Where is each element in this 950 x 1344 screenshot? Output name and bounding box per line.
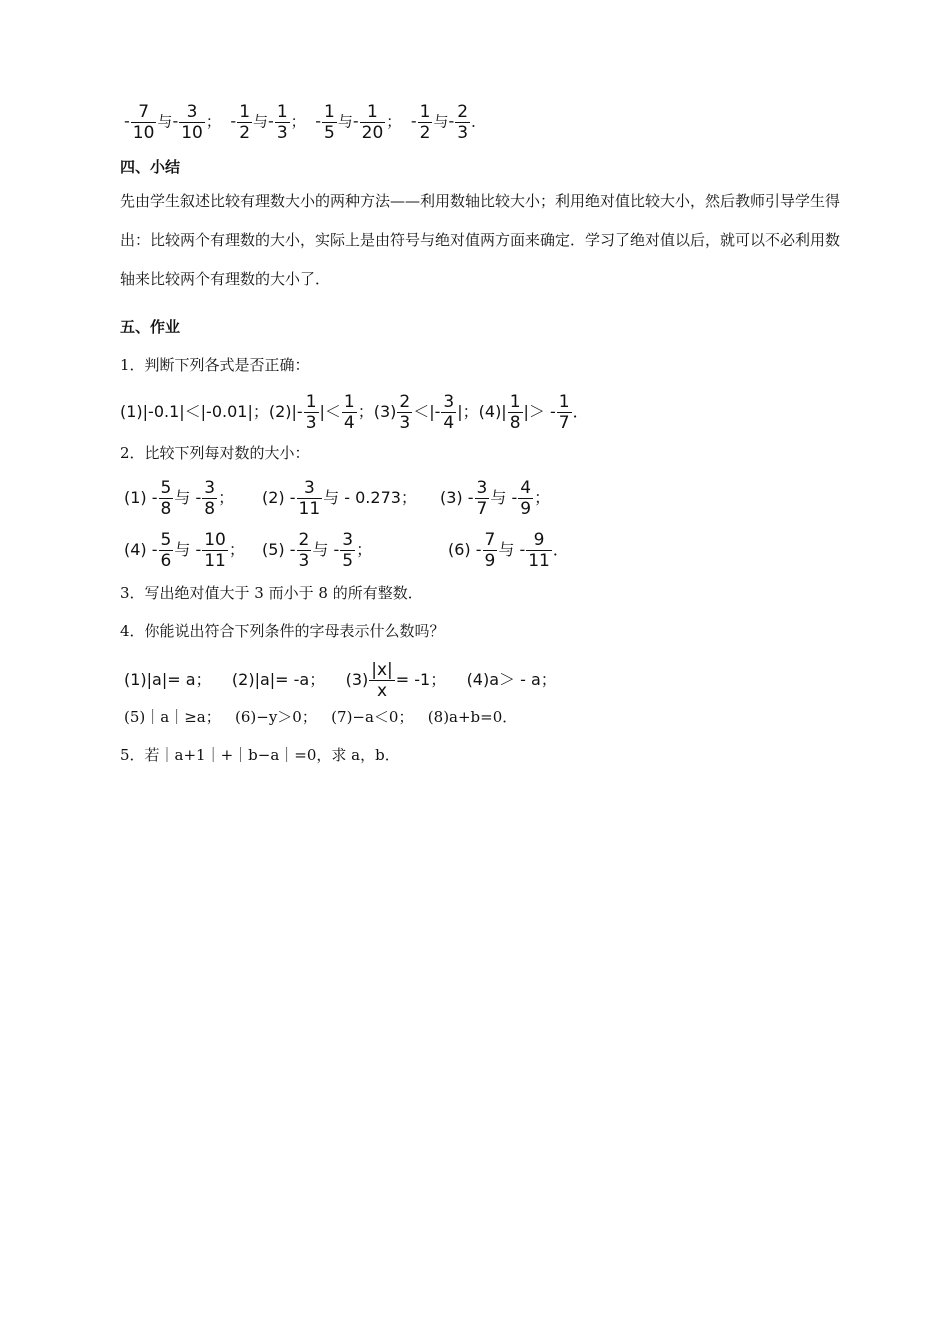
fraction: $\frac{1}{3}$ bbox=[276, 102, 288, 143]
summary-heading: 四、小结 bbox=[120, 158, 181, 176]
question-2-row-2: (4) - $\frac{5}{6}$ 与 - $\frac{10}{11}$ ； bbox=[124, 530, 245, 571]
question-2-row-2c: (6) - $\frac{7}{9}$ 与 - $\frac{9}{11}$ ． bbox=[448, 530, 569, 571]
question-5-title: 5．若｜a+1｜+｜b−a｜=0，求 a，b． bbox=[120, 746, 400, 764]
question-2-row-1: (1) - $\frac{5}{8}$ 与 - $\frac{3}{8}$ ； bbox=[124, 478, 235, 519]
fraction: $\frac{2}{3}$ bbox=[399, 392, 411, 433]
question-2-row-1b: (2) - $\frac{3}{11}$ 与 - 0.273； bbox=[262, 478, 417, 519]
fraction: $\frac{3}{7}$ bbox=[476, 478, 488, 519]
fraction: $\frac{7}{9}$ bbox=[484, 530, 496, 571]
fraction: $\frac{10}{11}$ bbox=[204, 530, 226, 571]
fraction: $\frac{|x|}{x}$ bbox=[371, 660, 393, 701]
fraction: $\frac{5}{8}$ bbox=[160, 478, 172, 519]
fraction: $\frac{1}{2}$ bbox=[239, 102, 251, 143]
fraction: $\frac{3}{10}$ bbox=[181, 102, 203, 143]
fraction: $\frac{3}{11}$ bbox=[298, 478, 321, 519]
fraction: $\frac{1}{7}$ bbox=[558, 392, 570, 433]
fraction: $\frac{3}{8}$ bbox=[204, 478, 216, 519]
fraction: $\frac{1}{8}$ bbox=[509, 392, 521, 433]
fraction: $\frac{4}{9}$ bbox=[520, 478, 532, 519]
fraction: $\frac{1}{3}$ bbox=[305, 392, 317, 433]
question-2-title: 2．比较下列每对数的大小： bbox=[120, 444, 310, 462]
summary-paragraph: 先由学生叙述比较有理数大小的两种方法——利用数轴比较大小；利用绝对值比较大小，然后教师引导学生得出：比较两个有理数的大小，实际上是由符号与绝对值两方面来确定．学习了绝对值以后，就可以不必利用数轴来比较两个有理数的大小了． bbox=[120, 192, 841, 288]
question-2-row-1c: (3) - $\frac{3}{7}$ 与 - $\frac{4}{9}$ ； bbox=[440, 478, 551, 519]
fraction-pairs-line: - $\frac{7}{10}$ 与- $\frac{3}{10}$ ； - $\frac{1}{2}$ 与- $\frac{1}{3}$ ； - $\frac{1}{5}$ 与- $\frac{1}{20}$ ； - $\frac{1}{2}$ 与- $\frac{2}{3}$ ． bbox=[124, 102, 487, 143]
fraction: $\frac{1}{4}$ bbox=[343, 392, 355, 433]
fraction: $\frac{2}{3}$ bbox=[298, 530, 310, 571]
question-2-row-2b: (5) - $\frac{2}{3}$ 与 - $\frac{3}{5}$ ； bbox=[262, 530, 373, 571]
fraction: $\frac{5}{6}$ bbox=[160, 530, 172, 571]
question-1-expressions: (1)|-0.1|＜|-0.01|；(2)|- $\frac{1}{3}$ |＜ $\frac{1}{4}$ ；(3) $\frac{2}{3}$ ＜|- $\frac{3}{4}$ |；(4)| $\frac{1}{8}$ |＞ - $\frac{1}{7}$ ． bbox=[120, 392, 589, 433]
fraction: $\frac{3}{4}$ bbox=[443, 392, 455, 433]
question-4-row-2: (5)｜a｜≥a； (6)−y＞0； (7)−a＜0； (8)a+b=0． bbox=[124, 708, 518, 726]
fraction: $\frac{1}{2}$ bbox=[419, 102, 431, 143]
question-4-title: 4．你能说出符合下列条件的字母表示什么数吗？ bbox=[120, 622, 445, 640]
fraction: $\frac{7}{10}$ bbox=[132, 102, 155, 143]
fraction: $\frac{2}{3}$ bbox=[457, 102, 469, 143]
fraction: $\frac{1}{20}$ bbox=[361, 102, 384, 143]
homework-heading: 五、作业 bbox=[120, 318, 181, 336]
question-1-title: 1．判断下列各式是否正确： bbox=[120, 356, 310, 374]
fraction: $\frac{3}{5}$ bbox=[342, 530, 354, 571]
question-3-title: 3．写出绝对值大于 3 而小于 8 的所有整数． bbox=[120, 584, 423, 602]
fraction: $\frac{9}{11}$ bbox=[528, 530, 550, 571]
fraction: $\frac{1}{5}$ bbox=[324, 102, 335, 143]
question-4-row-1: (1)|a|= a； (2)|a|= -a； (3) $\frac{|x|}{x}$ = -1； (4)a＞ - a； bbox=[124, 660, 557, 701]
